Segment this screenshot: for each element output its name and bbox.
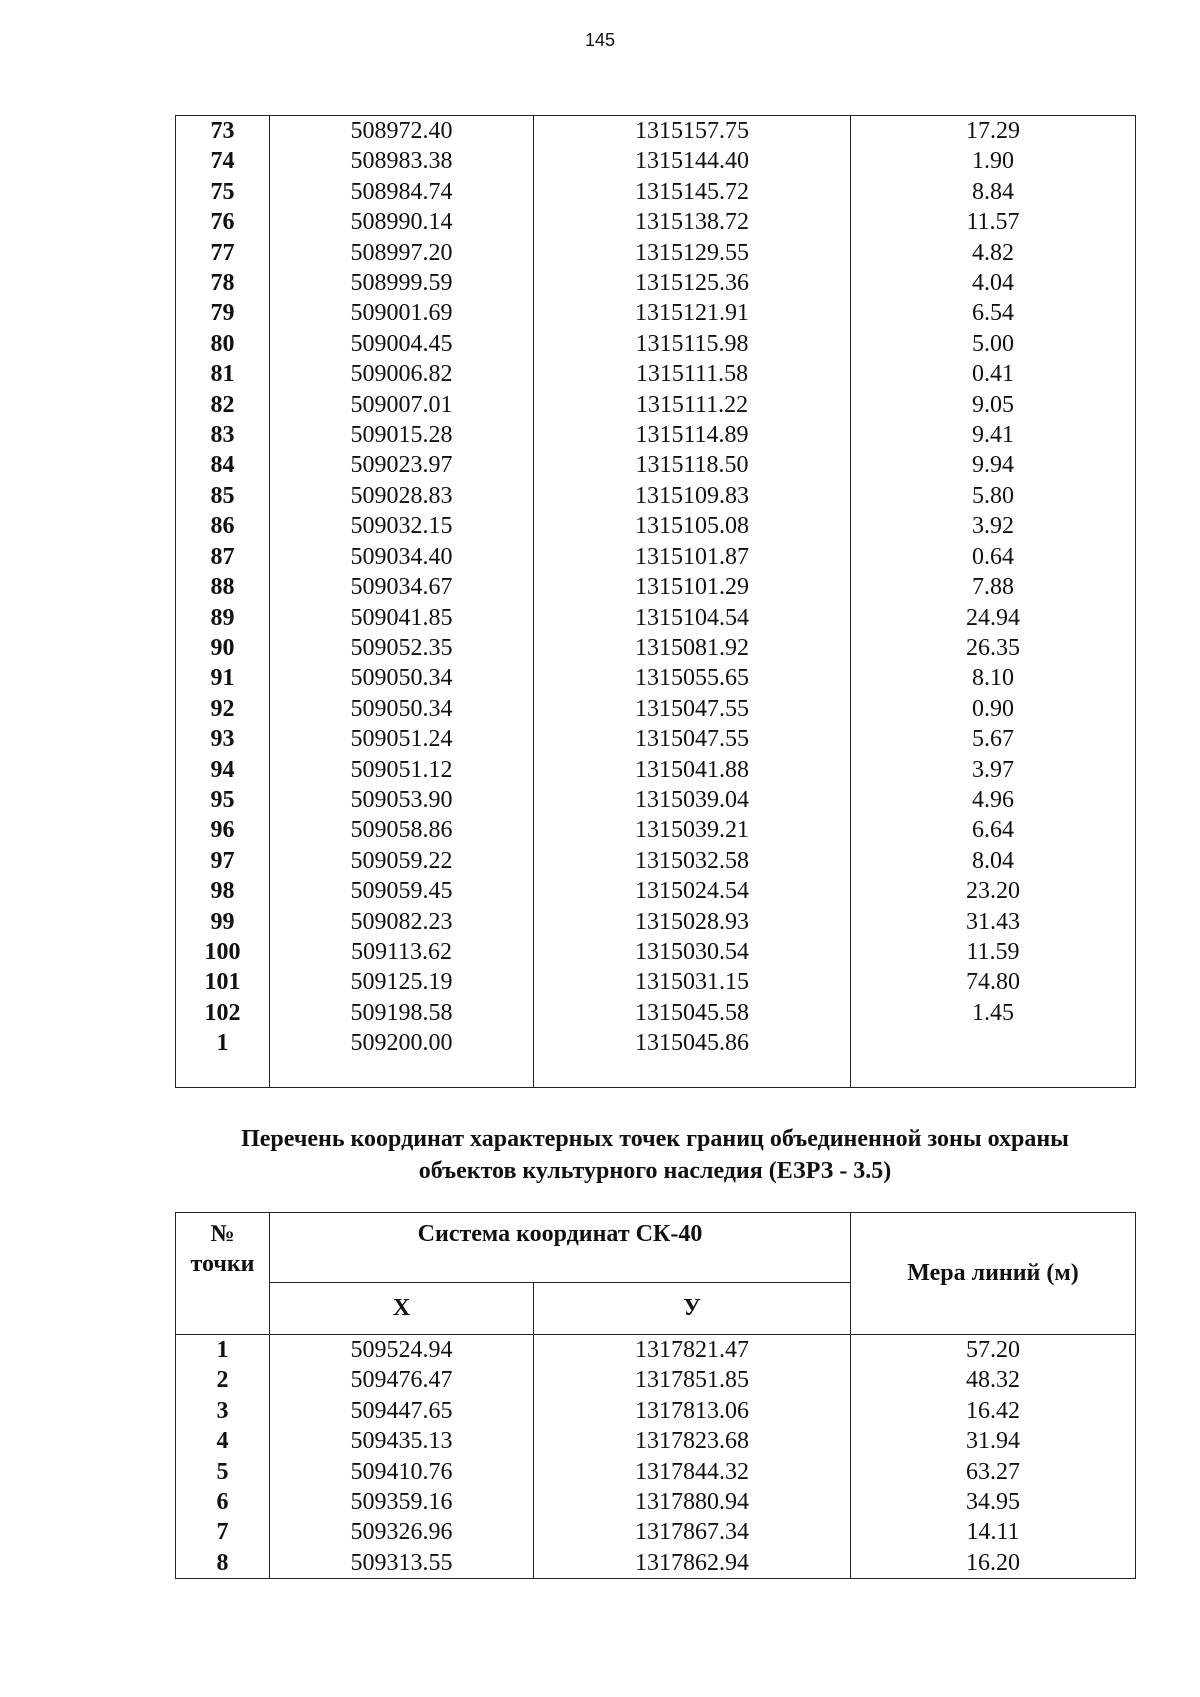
cell-point-number: 74 xyxy=(176,146,270,176)
cell-point-number: 81 xyxy=(176,359,270,389)
cell-x: 509410.76 xyxy=(270,1457,534,1487)
cell-line-measure: 17.29 xyxy=(851,116,1136,147)
cell-line-measure: 3.92 xyxy=(851,511,1136,541)
cell-x: 509359.16 xyxy=(270,1487,534,1517)
table-row xyxy=(176,1396,1136,1426)
cell-y: 1315030.54 xyxy=(534,937,851,967)
cell-x: 509041.85 xyxy=(270,603,534,633)
cell-y: 1315047.55 xyxy=(534,694,851,724)
cell-line-measure: 23.20 xyxy=(851,876,1136,906)
table-row xyxy=(176,907,1136,937)
cell-x: 509023.97 xyxy=(270,450,534,480)
table-row xyxy=(176,207,1136,237)
section-title xyxy=(175,1123,1135,1187)
cell-x: 509059.45 xyxy=(270,876,534,906)
cell-x: 508999.59 xyxy=(270,268,534,298)
cell-y: 1315045.86 xyxy=(534,1028,851,1058)
cell-y: 1315024.54 xyxy=(534,876,851,906)
cell-y: 1315101.87 xyxy=(534,542,851,572)
coordinates-table-ezrz xyxy=(175,1212,1136,1579)
cell-x: 509004.45 xyxy=(270,329,534,359)
cell-x: 509313.55 xyxy=(270,1548,534,1579)
cell-point-number: 1 xyxy=(176,1335,270,1366)
cell-point-number: 1 xyxy=(176,1028,270,1058)
table-row xyxy=(176,238,1136,268)
cell-line-measure: 63.27 xyxy=(851,1457,1136,1487)
table-row xyxy=(176,1548,1136,1579)
cell-x: 508997.20 xyxy=(270,238,534,268)
header-point-line1: № xyxy=(210,1221,235,1247)
cell-point-number: 89 xyxy=(176,603,270,633)
cell-x: 508990.14 xyxy=(270,207,534,237)
table-row xyxy=(176,876,1136,906)
cell-line-measure: 6.64 xyxy=(851,815,1136,845)
coordinates-table-continued xyxy=(175,115,1136,1088)
cell-line-measure: 4.82 xyxy=(851,238,1136,268)
table-row xyxy=(176,572,1136,602)
cell-x: 509200.00 xyxy=(270,1028,534,1058)
cell-point-number: 76 xyxy=(176,207,270,237)
cell-point-number: 2 xyxy=(176,1365,270,1395)
cell-point-number: 73 xyxy=(176,116,270,147)
cell-y: 1315041.88 xyxy=(534,755,851,785)
cell-x: 509524.94 xyxy=(270,1335,534,1366)
cell-x: 509125.19 xyxy=(270,967,534,997)
header-y: У xyxy=(534,1283,851,1335)
table-row xyxy=(176,1517,1136,1547)
cell-x: 508972.40 xyxy=(270,116,534,147)
cell-x: 509198.58 xyxy=(270,998,534,1028)
cell-line-measure: 9.05 xyxy=(851,390,1136,420)
cell-x: 509113.62 xyxy=(270,937,534,967)
empty-cell xyxy=(534,1059,851,1088)
cell-point-number: 93 xyxy=(176,724,270,754)
cell-line-measure: 5.80 xyxy=(851,481,1136,511)
cell-x: 509028.83 xyxy=(270,481,534,511)
cell-y: 1315101.29 xyxy=(534,572,851,602)
cell-x: 509058.86 xyxy=(270,815,534,845)
table-row xyxy=(176,846,1136,876)
cell-y: 1315045.58 xyxy=(534,998,851,1028)
table-row xyxy=(176,937,1136,967)
cell-y: 1315129.55 xyxy=(534,238,851,268)
cell-x: 509001.69 xyxy=(270,298,534,328)
empty-cell xyxy=(851,1059,1136,1088)
cell-x: 508983.38 xyxy=(270,146,534,176)
cell-y: 1315125.36 xyxy=(534,268,851,298)
table-row xyxy=(176,724,1136,754)
cell-point-number: 99 xyxy=(176,907,270,937)
cell-x: 509050.34 xyxy=(270,663,534,693)
header-point-line2: точки xyxy=(190,1251,255,1277)
table-row-spacer xyxy=(176,1059,1136,1088)
cell-y: 1317844.32 xyxy=(534,1457,851,1487)
empty-cell xyxy=(176,1059,270,1088)
table-row xyxy=(176,755,1136,785)
cell-line-measure: 8.84 xyxy=(851,177,1136,207)
cell-y: 1315145.72 xyxy=(534,177,851,207)
cell-y: 1317862.94 xyxy=(534,1548,851,1579)
table-row xyxy=(176,1028,1136,1058)
cell-y: 1315047.55 xyxy=(534,724,851,754)
cell-point-number: 7 xyxy=(176,1517,270,1547)
cell-point-number: 84 xyxy=(176,450,270,480)
cell-y: 1315055.65 xyxy=(534,663,851,693)
cell-point-number: 4 xyxy=(176,1426,270,1456)
cell-y: 1315032.58 xyxy=(534,846,851,876)
cell-point-number: 88 xyxy=(176,572,270,602)
table-row xyxy=(176,511,1136,541)
table-row xyxy=(176,177,1136,207)
cell-point-number: 98 xyxy=(176,876,270,906)
cell-line-measure: 9.94 xyxy=(851,450,1136,480)
cell-y: 1317823.68 xyxy=(534,1426,851,1456)
cell-x: 509326.96 xyxy=(270,1517,534,1547)
cell-x: 509053.90 xyxy=(270,785,534,815)
cell-point-number: 77 xyxy=(176,238,270,268)
cell-point-number: 92 xyxy=(176,694,270,724)
cell-y: 1317813.06 xyxy=(534,1396,851,1426)
cell-line-measure: 1.90 xyxy=(851,146,1136,176)
cell-point-number: 82 xyxy=(176,390,270,420)
cell-x: 509050.34 xyxy=(270,694,534,724)
header-x: Х xyxy=(270,1283,534,1335)
cell-x: 509082.23 xyxy=(270,907,534,937)
section-title-line2: объектов культурного наследия (ЕЗРЗ - 3.5) xyxy=(418,1158,892,1184)
table-row xyxy=(176,815,1136,845)
cell-point-number: 91 xyxy=(176,663,270,693)
table-row xyxy=(176,1426,1136,1456)
header-line-measure: Мера линий (м) xyxy=(851,1213,1136,1335)
cell-point-number: 95 xyxy=(176,785,270,815)
cell-x: 509059.22 xyxy=(270,846,534,876)
cell-line-measure: 16.20 xyxy=(851,1548,1136,1579)
cell-line-measure: 3.97 xyxy=(851,755,1136,785)
cell-x: 509015.28 xyxy=(270,420,534,450)
cell-point-number: 94 xyxy=(176,755,270,785)
cell-y: 1315114.89 xyxy=(534,420,851,450)
table-row xyxy=(176,785,1136,815)
cell-x: 509447.65 xyxy=(270,1396,534,1426)
section-title-line1: Перечень координат характерных точек границ объединенной зоны охраны xyxy=(241,1126,1069,1152)
table-row xyxy=(176,298,1136,328)
cell-y: 1315105.08 xyxy=(534,511,851,541)
cell-point-number: 79 xyxy=(176,298,270,328)
table-row xyxy=(176,663,1136,693)
cell-y: 1315138.72 xyxy=(534,207,851,237)
cell-y: 1317867.34 xyxy=(534,1517,851,1547)
cell-line-measure: 9.41 xyxy=(851,420,1136,450)
empty-cell xyxy=(270,1059,534,1088)
cell-line-measure: 26.35 xyxy=(851,633,1136,663)
cell-point-number: 75 xyxy=(176,177,270,207)
table-row xyxy=(176,694,1136,724)
table-row xyxy=(176,633,1136,663)
cell-line-measure: 8.04 xyxy=(851,846,1136,876)
table-row xyxy=(176,1365,1136,1395)
cell-line-measure: 4.04 xyxy=(851,268,1136,298)
cell-y: 1315144.40 xyxy=(534,146,851,176)
header-coordinate-system: Система координат СК-40 xyxy=(270,1213,851,1283)
cell-x: 509032.15 xyxy=(270,511,534,541)
table-row xyxy=(176,329,1136,359)
table-row xyxy=(176,542,1136,572)
cell-line-measure: 5.00 xyxy=(851,329,1136,359)
table-row xyxy=(176,450,1136,480)
cell-y: 1315111.58 xyxy=(534,359,851,389)
table-row xyxy=(176,420,1136,450)
table-row xyxy=(176,268,1136,298)
cell-x: 509034.67 xyxy=(270,572,534,602)
cell-y: 1315111.22 xyxy=(534,390,851,420)
cell-y: 1315028.93 xyxy=(534,907,851,937)
cell-y: 1315109.83 xyxy=(534,481,851,511)
cell-line-measure: 5.67 xyxy=(851,724,1136,754)
table-row xyxy=(176,481,1136,511)
cell-point-number: 78 xyxy=(176,268,270,298)
cell-point-number: 80 xyxy=(176,329,270,359)
table-row xyxy=(176,359,1136,389)
header-point-number xyxy=(176,1213,270,1335)
cell-line-measure: 31.94 xyxy=(851,1426,1136,1456)
table-row xyxy=(176,116,1136,147)
table2-header xyxy=(176,1213,1136,1335)
cell-line-measure: 11.57 xyxy=(851,207,1136,237)
cell-line-measure: 0.41 xyxy=(851,359,1136,389)
cell-x: 509034.40 xyxy=(270,542,534,572)
cell-point-number: 97 xyxy=(176,846,270,876)
cell-y: 1315118.50 xyxy=(534,450,851,480)
table-row xyxy=(176,1487,1136,1517)
cell-point-number: 85 xyxy=(176,481,270,511)
cell-y: 1315039.04 xyxy=(534,785,851,815)
cell-x: 509051.24 xyxy=(270,724,534,754)
cell-y: 1315031.15 xyxy=(534,967,851,997)
cell-x: 509006.82 xyxy=(270,359,534,389)
cell-x: 509435.13 xyxy=(270,1426,534,1456)
cell-x: 508984.74 xyxy=(270,177,534,207)
table-row xyxy=(176,603,1136,633)
cell-line-measure: 24.94 xyxy=(851,603,1136,633)
cell-x: 509007.01 xyxy=(270,390,534,420)
cell-line-measure: 34.95 xyxy=(851,1487,1136,1517)
cell-point-number: 86 xyxy=(176,511,270,541)
cell-x: 509052.35 xyxy=(270,633,534,663)
cell-line-measure: 57.20 xyxy=(851,1335,1136,1366)
table-row xyxy=(176,146,1136,176)
cell-y: 1315115.98 xyxy=(534,329,851,359)
cell-y: 1317851.85 xyxy=(534,1365,851,1395)
cell-x: 509476.47 xyxy=(270,1365,534,1395)
table-row xyxy=(176,390,1136,420)
table-row xyxy=(176,998,1136,1028)
cell-point-number: 90 xyxy=(176,633,270,663)
cell-y: 1315157.75 xyxy=(534,116,851,147)
cell-line-measure: 74.80 xyxy=(851,967,1136,997)
cell-point-number: 96 xyxy=(176,815,270,845)
cell-line-measure xyxy=(851,1028,1136,1058)
cell-y: 1317880.94 xyxy=(534,1487,851,1517)
cell-line-measure: 0.90 xyxy=(851,694,1136,724)
cell-y: 1315081.92 xyxy=(534,633,851,663)
cell-point-number: 6 xyxy=(176,1487,270,1517)
table1-body xyxy=(176,116,1136,1088)
cell-y: 1315121.91 xyxy=(534,298,851,328)
cell-line-measure: 16.42 xyxy=(851,1396,1136,1426)
cell-line-measure: 4.96 xyxy=(851,785,1136,815)
cell-x: 509051.12 xyxy=(270,755,534,785)
cell-line-measure: 0.64 xyxy=(851,542,1136,572)
cell-line-measure: 6.54 xyxy=(851,298,1136,328)
cell-point-number: 102 xyxy=(176,998,270,1028)
cell-point-number: 3 xyxy=(176,1396,270,1426)
cell-point-number: 100 xyxy=(176,937,270,967)
table-row xyxy=(176,1457,1136,1487)
cell-point-number: 8 xyxy=(176,1548,270,1579)
cell-y: 1317821.47 xyxy=(534,1335,851,1366)
cell-line-measure: 1.45 xyxy=(851,998,1136,1028)
page-number: 145 xyxy=(584,30,616,50)
cell-point-number: 83 xyxy=(176,420,270,450)
table2-body xyxy=(176,1335,1136,1579)
cell-line-measure: 7.88 xyxy=(851,572,1136,602)
cell-point-number: 101 xyxy=(176,967,270,997)
table-row xyxy=(176,1335,1136,1366)
cell-line-measure: 31.43 xyxy=(851,907,1136,937)
cell-y: 1315039.21 xyxy=(534,815,851,845)
cell-line-measure: 48.32 xyxy=(851,1365,1136,1395)
cell-line-measure: 8.10 xyxy=(851,663,1136,693)
cell-line-measure: 11.59 xyxy=(851,937,1136,967)
cell-y: 1315104.54 xyxy=(534,603,851,633)
cell-line-measure: 14.11 xyxy=(851,1517,1136,1547)
cell-point-number: 87 xyxy=(176,542,270,572)
cell-point-number: 5 xyxy=(176,1457,270,1487)
table-row xyxy=(176,967,1136,997)
